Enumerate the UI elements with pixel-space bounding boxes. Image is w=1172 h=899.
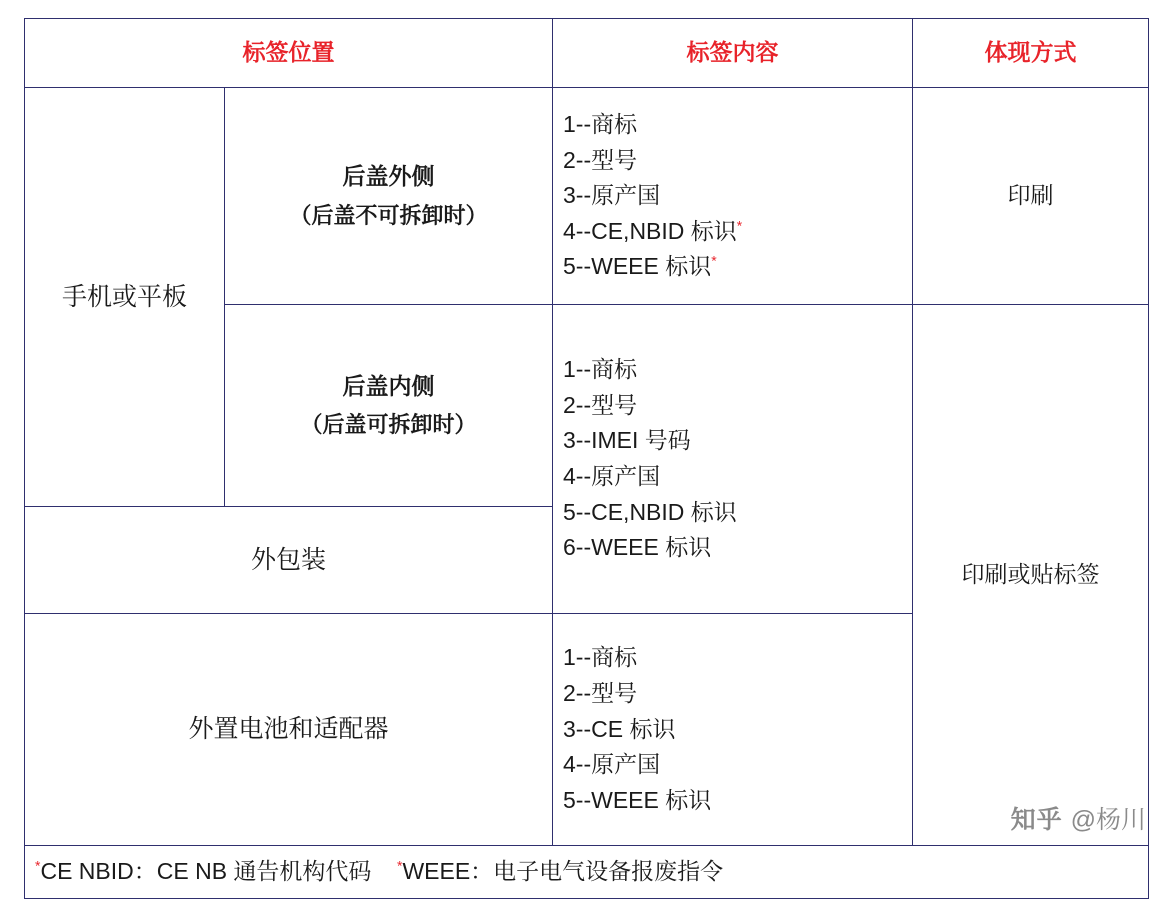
footnote-marker: * bbox=[35, 857, 41, 874]
table-footnote-row bbox=[25, 846, 1149, 899]
content-line bbox=[563, 214, 902, 250]
watermark-handle: @杨川 bbox=[1070, 806, 1146, 834]
cell-method-print-or-label: 印刷或贴标签 bbox=[913, 305, 1149, 846]
content-line: 4--原产国 bbox=[563, 751, 661, 778]
footnote-cell bbox=[25, 846, 1149, 899]
zhihu-logo: 知乎 bbox=[1010, 806, 1063, 834]
cell-content-battery-adapter bbox=[553, 614, 913, 846]
location-main-text: 后盖内侧 bbox=[342, 372, 435, 399]
content-line: 3--CE 标识 bbox=[563, 715, 676, 742]
table-header-row bbox=[25, 19, 1149, 88]
content-line: 5--WEEE 标识 bbox=[563, 786, 712, 813]
content-line: 1--商标 bbox=[563, 356, 638, 383]
content-line-text: 5--WEEE 标识 bbox=[563, 253, 712, 280]
content-line: 5--CE,NBID 标识 bbox=[563, 498, 737, 525]
footnote-marker: * bbox=[711, 252, 717, 269]
cell-method-print: 印刷 bbox=[913, 88, 1149, 305]
header-label-position: 标签位置 bbox=[25, 19, 553, 88]
content-line: 6--WEEE 标识 bbox=[563, 534, 712, 561]
content-line: 2--型号 bbox=[563, 391, 638, 418]
footnote-text-1: CE NBID：CE NB 通告机构代码 bbox=[40, 858, 372, 884]
content-line: 2--型号 bbox=[563, 146, 638, 173]
table-row bbox=[25, 88, 1149, 305]
content-line: 2--型号 bbox=[563, 680, 638, 707]
content-line-text: 4--CE,NBID 标识 bbox=[563, 217, 737, 244]
content-line: 3--IMEI 号码 bbox=[563, 427, 691, 454]
cell-category-phone-tablet: 手机或平板 bbox=[25, 88, 225, 507]
cell-content-back-cover-inside bbox=[553, 305, 913, 614]
content-line: 3--原产国 bbox=[563, 182, 661, 209]
location-sub-note: （后盖可拆卸时） bbox=[300, 412, 477, 438]
labeling-requirements-table bbox=[24, 18, 1149, 899]
footnote-marker: * bbox=[736, 217, 743, 234]
location-main-text: 后盖外侧 bbox=[342, 163, 435, 190]
footnote-marker: * bbox=[397, 857, 403, 874]
header-label-content: 标签内容 bbox=[553, 19, 913, 88]
header-label-method: 体现方式 bbox=[913, 19, 1149, 88]
footnote-text-2: WEEE：电子电气设备报废指令 bbox=[402, 858, 724, 884]
content-line: 1--商标 bbox=[563, 110, 638, 137]
cell-category-battery-adapter: 外置电池和适配器 bbox=[25, 614, 553, 846]
cell-content-back-cover-outside bbox=[553, 88, 913, 305]
watermark bbox=[1011, 800, 1146, 836]
content-line bbox=[563, 249, 902, 285]
cell-location-back-cover-outside bbox=[225, 88, 553, 305]
cell-category-packaging: 外包装 bbox=[25, 507, 553, 614]
content-line: 4--原产国 bbox=[563, 463, 661, 489]
location-sub-note: （后盖不可拆卸时） bbox=[289, 202, 488, 228]
cell-location-back-cover-inside bbox=[225, 305, 553, 507]
content-line: 1--商标 bbox=[563, 644, 638, 671]
